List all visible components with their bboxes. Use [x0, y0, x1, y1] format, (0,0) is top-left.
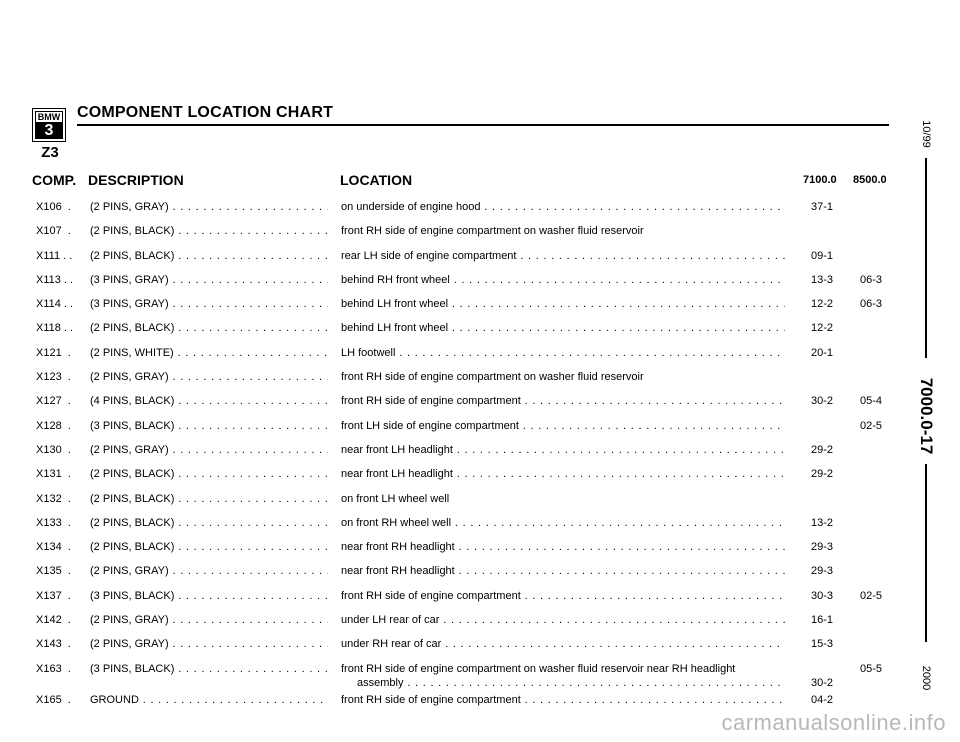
- table-row: [0, 223, 900, 247]
- table-row: [0, 636, 900, 660]
- table-row: [0, 466, 900, 490]
- side-date: 10/99: [920, 120, 932, 148]
- component-location: under LH rear of car . . .: [341, 612, 785, 628]
- side-rule-top: [925, 158, 927, 358]
- bmw-z3-logo: [32, 108, 68, 161]
- ref-7100: 30-2: [810, 395, 834, 408]
- side-page-number: 7000.0-17: [917, 377, 936, 455]
- ref-7100: 16-1: [810, 614, 834, 627]
- ref-7100: 12-2: [810, 322, 834, 335]
- component-description: (2 PINS, BLACK) . . .: [90, 466, 328, 482]
- component-description: (2 PINS, BLACK) . . .: [90, 320, 328, 336]
- ref-7100: 29-3: [810, 541, 834, 554]
- side-rule-bottom: [925, 464, 927, 642]
- ref-7100: 13-2: [810, 516, 834, 529]
- component-code: X132 .: [36, 492, 71, 505]
- component-location-continued: assembly . . .: [357, 675, 785, 691]
- component-code: X143 .: [36, 638, 71, 651]
- ref-8500: 02-5: [859, 419, 883, 432]
- component-table: [0, 199, 900, 716]
- ref-7100: 30-2: [810, 676, 834, 689]
- component-description: (2 PINS, GRAY) . . .: [90, 612, 328, 628]
- page-side-margin: [906, 90, 946, 690]
- ref-8500: 05-5: [859, 662, 883, 675]
- component-code: X142 .: [36, 614, 71, 627]
- ref-8500: 06-3: [859, 273, 883, 286]
- column-header-description: DESCRIPTION: [88, 172, 184, 188]
- component-location: near front RH headlight . . .: [341, 563, 785, 579]
- component-description: (3 PINS, BLACK) . . .: [90, 418, 328, 434]
- title-rule: [77, 124, 889, 126]
- component-code: X128 .: [36, 419, 71, 432]
- ref-7100: 09-1: [810, 249, 834, 262]
- component-code: X135 .: [36, 565, 71, 578]
- component-location: near front LH headlight . . .: [341, 442, 785, 458]
- table-row: [0, 588, 900, 612]
- component-code: X137 .: [36, 589, 71, 602]
- component-description: (2 PINS, BLACK) . . .: [90, 223, 328, 239]
- ref-8500: 02-5: [859, 589, 883, 602]
- page-title: COMPONENT LOCATION CHART: [77, 104, 334, 121]
- column-header-7100: 7100.0: [803, 174, 837, 186]
- component-description: (2 PINS, GRAY) . . .: [90, 563, 328, 579]
- component-code: X113 . .: [36, 273, 74, 286]
- component-code: X163 .: [36, 662, 71, 675]
- component-description: (2 PINS, WHITE) . . .: [90, 345, 328, 361]
- table-row: [0, 320, 900, 344]
- ref-7100: 29-2: [810, 443, 834, 456]
- ref-7100: 15-3: [810, 638, 834, 651]
- component-location: on underside of engine hood . . .: [341, 199, 785, 215]
- component-location: front LH side of engine compartment . . .: [341, 418, 785, 434]
- component-location: LH footwell . . .: [341, 345, 785, 361]
- component-description: (4 PINS, BLACK) . . .: [90, 393, 328, 409]
- side-year: 2000: [920, 665, 932, 691]
- table-row: [0, 612, 900, 636]
- component-description: (3 PINS, BLACK) . . .: [90, 661, 328, 677]
- component-location: behind LH front wheel . . .: [341, 320, 785, 336]
- column-header-8500: 8500.0: [853, 174, 887, 186]
- table-row: [0, 515, 900, 539]
- ref-7100: 29-2: [810, 468, 834, 481]
- table-row: [0, 418, 900, 442]
- component-description: (2 PINS, BLACK) . . .: [90, 515, 328, 531]
- component-code: X118 . .: [36, 322, 74, 335]
- component-location: rear LH side of engine compartment . . .: [341, 248, 785, 264]
- table-row: [0, 369, 900, 393]
- logo-brand: BMW: [35, 111, 63, 124]
- component-description: (3 PINS, GRAY) . . .: [90, 296, 328, 312]
- component-description: (2 PINS, BLACK) . . .: [90, 539, 328, 555]
- component-description: (2 PINS, GRAY) . . .: [90, 199, 328, 215]
- component-description: (2 PINS, GRAY) . . .: [90, 636, 328, 652]
- table-row: [0, 442, 900, 466]
- component-code: X106 .: [36, 201, 71, 213]
- component-code: X127 .: [36, 395, 71, 408]
- component-code: X131 .: [36, 468, 71, 481]
- component-description: (2 PINS, GRAY) . . .: [90, 369, 328, 385]
- ref-7100: 30-3: [810, 589, 834, 602]
- ref-7100: 37-1: [810, 201, 834, 213]
- component-description: (2 PINS, GRAY) . . .: [90, 442, 328, 458]
- component-location: near front LH headlight . . .: [341, 466, 785, 482]
- component-location: front RH side of engine compartment on washer fluid reservoir: [341, 225, 644, 238]
- component-location: behind LH front wheel . . .: [341, 296, 785, 312]
- component-code: X123 .: [36, 371, 71, 384]
- table-row: [0, 345, 900, 369]
- component-location: behind RH front wheel . . .: [341, 272, 785, 288]
- ref-7100: 20-1: [810, 346, 834, 359]
- component-code: X107 .: [36, 225, 71, 238]
- ref-8500: 05-4: [859, 395, 883, 408]
- table-row: [0, 539, 900, 563]
- table-row: [0, 393, 900, 417]
- component-code: X121 .: [36, 346, 71, 359]
- component-location: on front RH wheel well . . .: [341, 515, 785, 531]
- component-code: X134 .: [36, 541, 71, 554]
- table-row: [0, 491, 900, 515]
- component-code: X130 .: [36, 443, 71, 456]
- table-row: [0, 563, 900, 587]
- component-location: under RH rear of car . . .: [341, 636, 785, 652]
- component-location: front RH side of engine compartment . . .: [341, 692, 785, 708]
- table-row: [0, 248, 900, 272]
- table-row: [0, 296, 900, 320]
- component-location: on front LH wheel well: [341, 492, 450, 505]
- component-description: GROUND . . .: [90, 692, 328, 708]
- table-row: [0, 272, 900, 296]
- component-location: front RH side of engine compartment . . .: [341, 588, 785, 604]
- ref-7100: 12-2: [810, 298, 834, 311]
- component-description: (3 PINS, GRAY) . . .: [90, 272, 328, 288]
- component-location: front RH side of engine compartment on washer fluid reservoir near RH headlight: [341, 662, 736, 675]
- table-row: [0, 199, 900, 223]
- component-location: front RH side of engine compartment . . .: [341, 393, 785, 409]
- component-code: X165 .: [36, 693, 71, 706]
- logo-series: 3: [35, 122, 63, 139]
- component-description: (2 PINS, BLACK) . . .: [90, 248, 328, 264]
- component-code: X133 .: [36, 516, 71, 529]
- component-code: X111 . .: [36, 249, 73, 262]
- component-description: (2 PINS, BLACK) . . .: [90, 491, 328, 507]
- ref-7100: 13-3: [810, 273, 834, 286]
- logo-model: Z3: [41, 144, 59, 161]
- table-row: [0, 661, 900, 692]
- component-location: near front RH headlight . . .: [341, 539, 785, 555]
- component-location: front RH side of engine compartment on washer fluid reservoir: [341, 371, 644, 384]
- bmw-3-badge: [32, 108, 66, 142]
- component-code: X114 . .: [36, 298, 74, 311]
- ref-8500: 06-3: [859, 298, 883, 311]
- column-header-comp: COMP.: [32, 172, 77, 188]
- component-description: (3 PINS, BLACK) . . .: [90, 588, 328, 604]
- watermark: carmanualsonline.info: [721, 710, 946, 735]
- ref-7100: 29-3: [810, 565, 834, 578]
- column-header-location: LOCATION: [340, 172, 413, 188]
- ref-7100: 04-2: [810, 693, 834, 706]
